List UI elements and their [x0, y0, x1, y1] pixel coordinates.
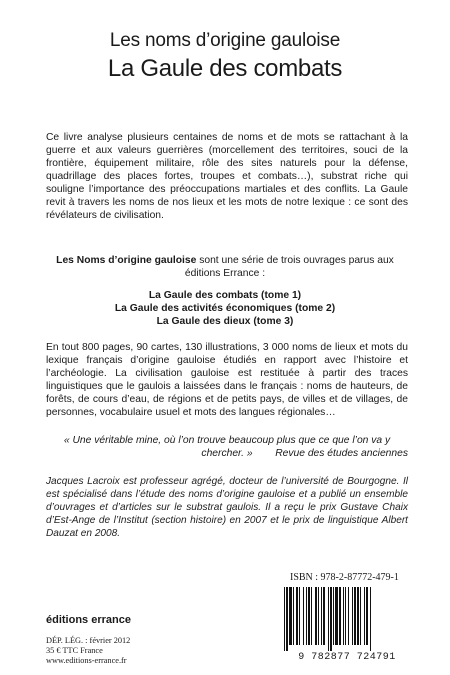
barcode-number: 9 782877 724791: [298, 652, 396, 663]
barcode-bar: [306, 587, 307, 645]
barcode-bar: [296, 587, 298, 645]
barcode-bar: [311, 587, 312, 645]
barcode-bar: [335, 587, 338, 645]
series-name: Les Noms d’origine gauloise: [56, 255, 197, 266]
tome-item: La Gaule des activités économiques (tome 2): [114, 303, 336, 314]
tome-item: La Gaule des dieux (tome 3): [156, 316, 294, 327]
barcode-bar: [370, 587, 371, 651]
barcode-bar: [352, 587, 353, 645]
author-bio: Jacques Lacroix est professeur agrégé, docteur de l’université de Bourgogne. Il est spécialisé dans l’étude des noms d’origine gauloise et a publié un ensemble d’ouvrages et d’articles sur le substrat gaulois. Il a reçu le prix Gustave Chaix d’Est-Ange de l’Institut (section histoire) en 2007 et le prix de linguistique Albert Dauzat en 2008.: [46, 476, 408, 539]
barcode-graphic: [280, 587, 414, 651]
barcode-bar: [343, 587, 344, 645]
barcode-bar: [289, 587, 292, 645]
barcode-bar: [333, 587, 334, 645]
barcode-bar: [321, 587, 322, 645]
barcode-bar: [284, 587, 285, 651]
book-subtitle: Les noms d’origine gauloise: [109, 30, 341, 51]
barcode-bar: [360, 587, 361, 645]
review-quote: « Une véritable mine, où l’on trouve beaucoup plus que ce que l’on va y chercher. »: [63, 435, 391, 459]
tome-item: La Gaule des combats (tome 1): [148, 290, 302, 301]
review-source: Revue des études anciennes: [275, 448, 408, 459]
barcode-bar: [299, 587, 300, 645]
barcode-bar: [339, 587, 341, 645]
isbn-label: ISBN : 978-2-87772-479-1: [290, 572, 399, 583]
barcode: [280, 587, 414, 653]
barcode-bar: [354, 587, 356, 645]
legal-deposit: DÉP. LÉG. : février 2012: [46, 636, 131, 645]
book-title: La Gaule des combats: [107, 55, 343, 82]
publisher-website: www.editions-errance.fr: [46, 656, 127, 665]
barcode-bar: [323, 587, 325, 645]
barcode-bar: [293, 587, 294, 645]
barcode-bar: [308, 587, 310, 645]
intro-paragraph: Ce livre analyse plusieurs centaines de noms et de mots se rattachant à la guerre et aux valeurs guerrières (morcellement des territoires, souci de la frontière, équipement militaire, rôle des sites naturels pour la défense, quadrillage des places fortes, troupes et combats…), substrat riche qui souligne l’importance des préoccupations martiales et des conflits. La Gaule revit à travers les noms de nos lieux et les mots de notre lexique : ce sont des révélateurs de civilisation.: [46, 132, 408, 221]
price: 35 € TTC France: [46, 646, 103, 655]
barcode-bar: [330, 587, 332, 651]
tome-list: [40, 289, 410, 328]
publisher-logo: éditions errance: [46, 614, 131, 626]
barcode-bar: [366, 587, 368, 645]
barcode-bar: [364, 587, 365, 645]
series-description: [40, 254, 410, 280]
barcode-bar: [286, 587, 288, 651]
barcode-bar: [328, 587, 329, 651]
barcode-bar: [348, 587, 349, 645]
barcode-bar: [345, 587, 346, 645]
barcode-bar: [318, 587, 319, 645]
summary-paragraph: En tout 800 pages, 90 cartes, 130 illustrations, 3 000 noms de lieux et mots du lexique français d’origine gauloise étudiés en rapport avec l’histoire et l’archéologie. La civilisation gauloise est restituée à partir des traces linguistiques que le gaulois a laissées dans le français : noms de hauteurs, de forêts, de cours d’eau, de régions et de petits pays, de villes et de villages, de personnes, vocabulaire usuel et mots des langues régionales…: [46, 342, 408, 418]
barcode-bar: [315, 587, 317, 645]
barcode-bar: [357, 587, 359, 645]
series-text: sont une série de trois ouvrages parus aux éditions Errance :: [184, 255, 394, 279]
barcode-bar: [303, 587, 304, 645]
